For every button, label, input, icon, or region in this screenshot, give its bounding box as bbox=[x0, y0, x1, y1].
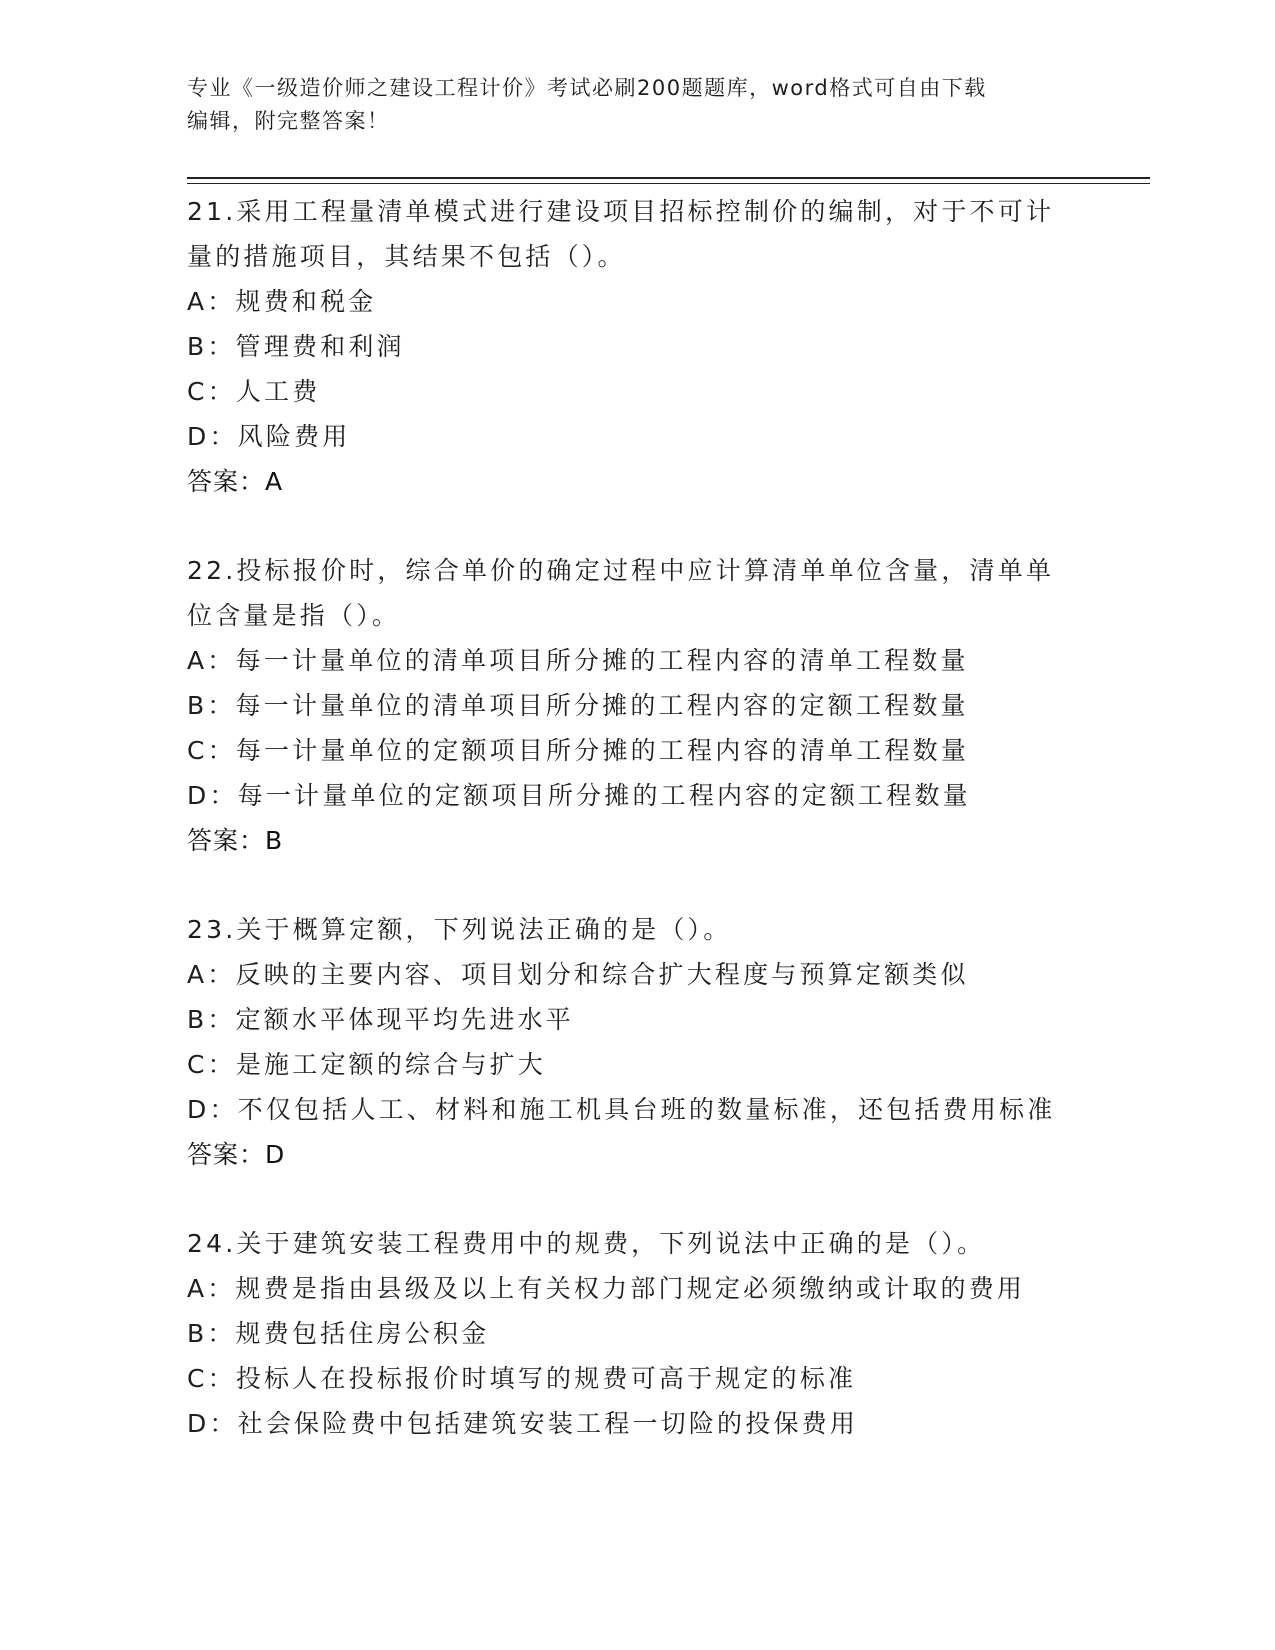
option-b: B：每一计量单位的清单项目所分摊的工程内容的定额工程数量 bbox=[187, 691, 969, 720]
answer-label: 答案： bbox=[187, 467, 266, 496]
answer-value: A bbox=[265, 467, 284, 496]
option-b: B：定额水平体现平均先进水平 bbox=[187, 1005, 574, 1034]
option-a: A：反映的主要内容、项目划分和综合扩大程度与预算定额类似 bbox=[187, 960, 969, 989]
question-23 bbox=[187, 907, 1077, 1177]
question-stem-line: 位含量是指（）。 bbox=[187, 601, 401, 630]
question-stem-line: 22.投标报价时，综合单价的确定过程中应计算清单单位含量，清单单 bbox=[187, 556, 1055, 585]
answer-label: 答案： bbox=[187, 826, 266, 855]
document-header bbox=[187, 72, 1087, 138]
answer-line bbox=[187, 818, 1077, 863]
question-stem-line: 21.采用工程量清单模式进行建设项目招标控制价的编制，对于不可计 bbox=[187, 197, 1055, 226]
option-d: D：每一计量单位的定额项目所分摊的工程内容的定额工程数量 bbox=[187, 781, 971, 810]
header-divider-thin bbox=[187, 183, 1150, 184]
option-a: A：规费是指由县级及以上有关权力部门规定必须缴纳或计取的费用 bbox=[187, 1274, 1026, 1303]
answer-line bbox=[187, 1132, 1077, 1177]
option-a: A：每一计量单位的清单项目所分摊的工程内容的清单工程数量 bbox=[187, 646, 969, 675]
option-a: A：规费和税金 bbox=[187, 287, 377, 316]
header-divider-thick bbox=[187, 177, 1150, 179]
answer-value: B bbox=[265, 826, 284, 855]
option-c: C：人工费 bbox=[187, 377, 321, 406]
question-list bbox=[187, 189, 1077, 1446]
question-stem-line: 量的措施项目，其结果不包括（）。 bbox=[187, 242, 626, 271]
option-d: D：风险费用 bbox=[187, 422, 351, 451]
option-d: D：不仅包括人工、材料和施工机具台班的数量标准，还包括费用标准 bbox=[187, 1095, 1056, 1124]
answer-value: D bbox=[265, 1140, 286, 1169]
option-c: C：是施工定额的综合与扩大 bbox=[187, 1050, 547, 1079]
question-stem-line: 24.关于建筑安装工程费用中的规费，下列说法中正确的是（）。 bbox=[187, 1229, 986, 1258]
option-c: C：每一计量单位的定额项目所分摊的工程内容的清单工程数量 bbox=[187, 736, 970, 765]
question-24 bbox=[187, 1221, 1077, 1446]
question-stem-line: 23.关于概算定额，下列说法正确的是（）。 bbox=[187, 915, 732, 944]
header-title-line-2: 编辑，附完整答案！ bbox=[187, 109, 390, 133]
answer-label: 答案： bbox=[187, 1140, 266, 1169]
option-b: B：管理费和利润 bbox=[187, 332, 405, 361]
option-d: D：社会保险费中包括建筑安装工程一切险的投保费用 bbox=[187, 1409, 859, 1438]
option-b: B：规费包括住房公积金 bbox=[187, 1319, 490, 1348]
answer-line bbox=[187, 459, 1077, 504]
question-22 bbox=[187, 548, 1077, 863]
question-21 bbox=[187, 189, 1077, 504]
option-c: C：投标人在投标报价时填写的规费可高于规定的标准 bbox=[187, 1364, 857, 1393]
header-title-line-1: 专业《一级造价师之建设工程计价》考试必刷200题题库，word格式可自由下载 bbox=[187, 76, 987, 100]
